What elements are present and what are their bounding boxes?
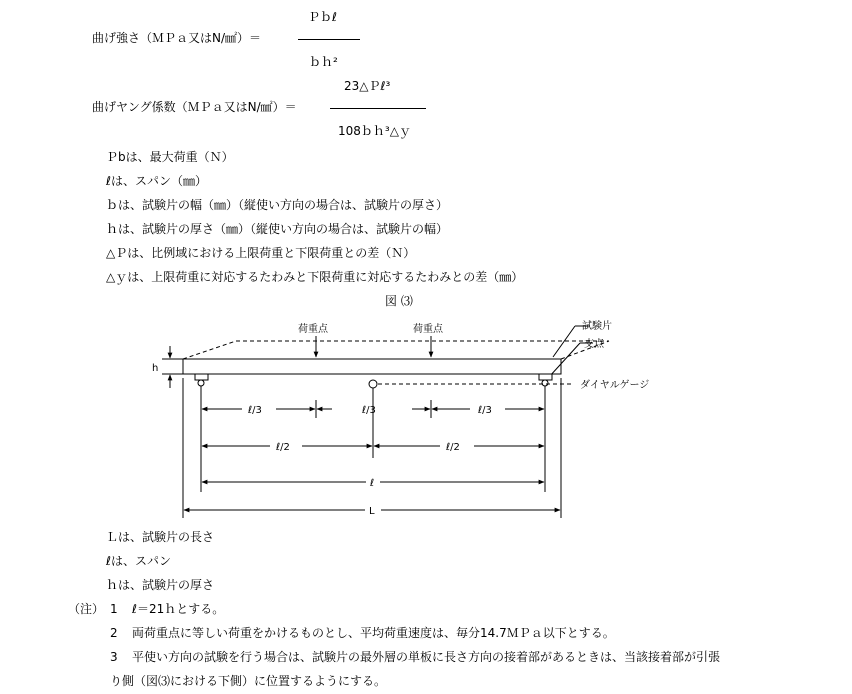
strength-denominator: ｂｈ² bbox=[309, 55, 338, 69]
note-continuation: り側（図⑶における下側）に位置するようにする。 bbox=[110, 674, 387, 688]
third-label-3: ℓ/3 bbox=[478, 405, 492, 416]
half-label-1: ℓ/2 bbox=[276, 442, 290, 453]
definition-item: ｂは、試験片の幅（㎜）（縦使い方向の場合は、試験片の厚さ） bbox=[106, 198, 449, 212]
young-denominator: 108ｂｈ³△ｙ bbox=[338, 124, 411, 138]
note-number: 1 bbox=[110, 602, 118, 616]
length-label: L bbox=[369, 506, 375, 517]
notes-label: （注） bbox=[68, 602, 105, 616]
dial-gauge-label: ダイヤルゲージ bbox=[580, 380, 650, 391]
half-label-2: ℓ/2 bbox=[446, 442, 460, 453]
strength-formula-label: 曲げ強さ（ＭＰａ又はN/㎟）＝ bbox=[92, 31, 262, 45]
support-right bbox=[539, 374, 552, 400]
young-formula-label: 曲げヤング係数（ＭＰａ又はN/㎟）＝ bbox=[92, 100, 297, 114]
definition-item: Ｐbは、最大荷重（Ｎ） bbox=[106, 150, 234, 164]
extension-lines bbox=[183, 378, 561, 518]
young-numerator: 23△Ｐℓ³ bbox=[344, 79, 391, 93]
definition-item: △ｙは、上限荷重に対応するたわみと下限荷重に対応するたわみとの差（㎜） bbox=[106, 270, 524, 284]
definition-item: ℓは、スパン（㎜） bbox=[106, 174, 207, 188]
specimen-label: 試験片 bbox=[582, 321, 612, 332]
note-number: 3 bbox=[110, 650, 118, 664]
note-text: ℓ＝21ｈとする。 bbox=[132, 602, 225, 616]
note-number: 2 bbox=[110, 626, 118, 640]
specimen-beam bbox=[183, 341, 609, 374]
figure-definition-item: Ｌは、試験片の長さ bbox=[106, 530, 215, 544]
span-label: ℓ bbox=[370, 478, 375, 489]
definition-item: ｈは、試験片の厚さ（㎜）（縦使い方向の場合は、試験片の幅） bbox=[106, 222, 449, 236]
leader-lines bbox=[549, 326, 593, 377]
figure-definition-item: ℓは、スパン bbox=[106, 554, 171, 568]
figure-title: 図 ⑶ bbox=[385, 294, 413, 308]
support-left bbox=[195, 374, 208, 400]
third-label-1: ℓ/3 bbox=[248, 405, 262, 416]
height-label: h bbox=[152, 363, 159, 374]
figure-definition-item: ｈは、試験片の厚さ bbox=[106, 578, 215, 592]
note-text: 平使い方向の試験を行う場合は、試験片の最外層の単板に長さ方向の接着部があるときは、当該接着部が引張 bbox=[132, 650, 721, 664]
height-dimension bbox=[162, 346, 183, 388]
load-point-arrows bbox=[316, 336, 431, 357]
load-point-label-right: 荷重点 bbox=[413, 324, 443, 335]
support-label: 支点 bbox=[584, 339, 604, 350]
definition-item: △Ｐは、比例域における上限荷重と下限荷重との差（Ｎ） bbox=[106, 246, 416, 260]
strength-numerator: Ｐｂℓ bbox=[308, 10, 337, 24]
load-point-label-left: 荷重点 bbox=[298, 324, 328, 335]
third-label-2: ℓ/3 bbox=[362, 405, 376, 416]
note-text: 両荷重点に等しい荷重をかけるものとし、平均荷重速度は、毎分14.7ＭＰａ以下とする。 bbox=[132, 626, 615, 640]
